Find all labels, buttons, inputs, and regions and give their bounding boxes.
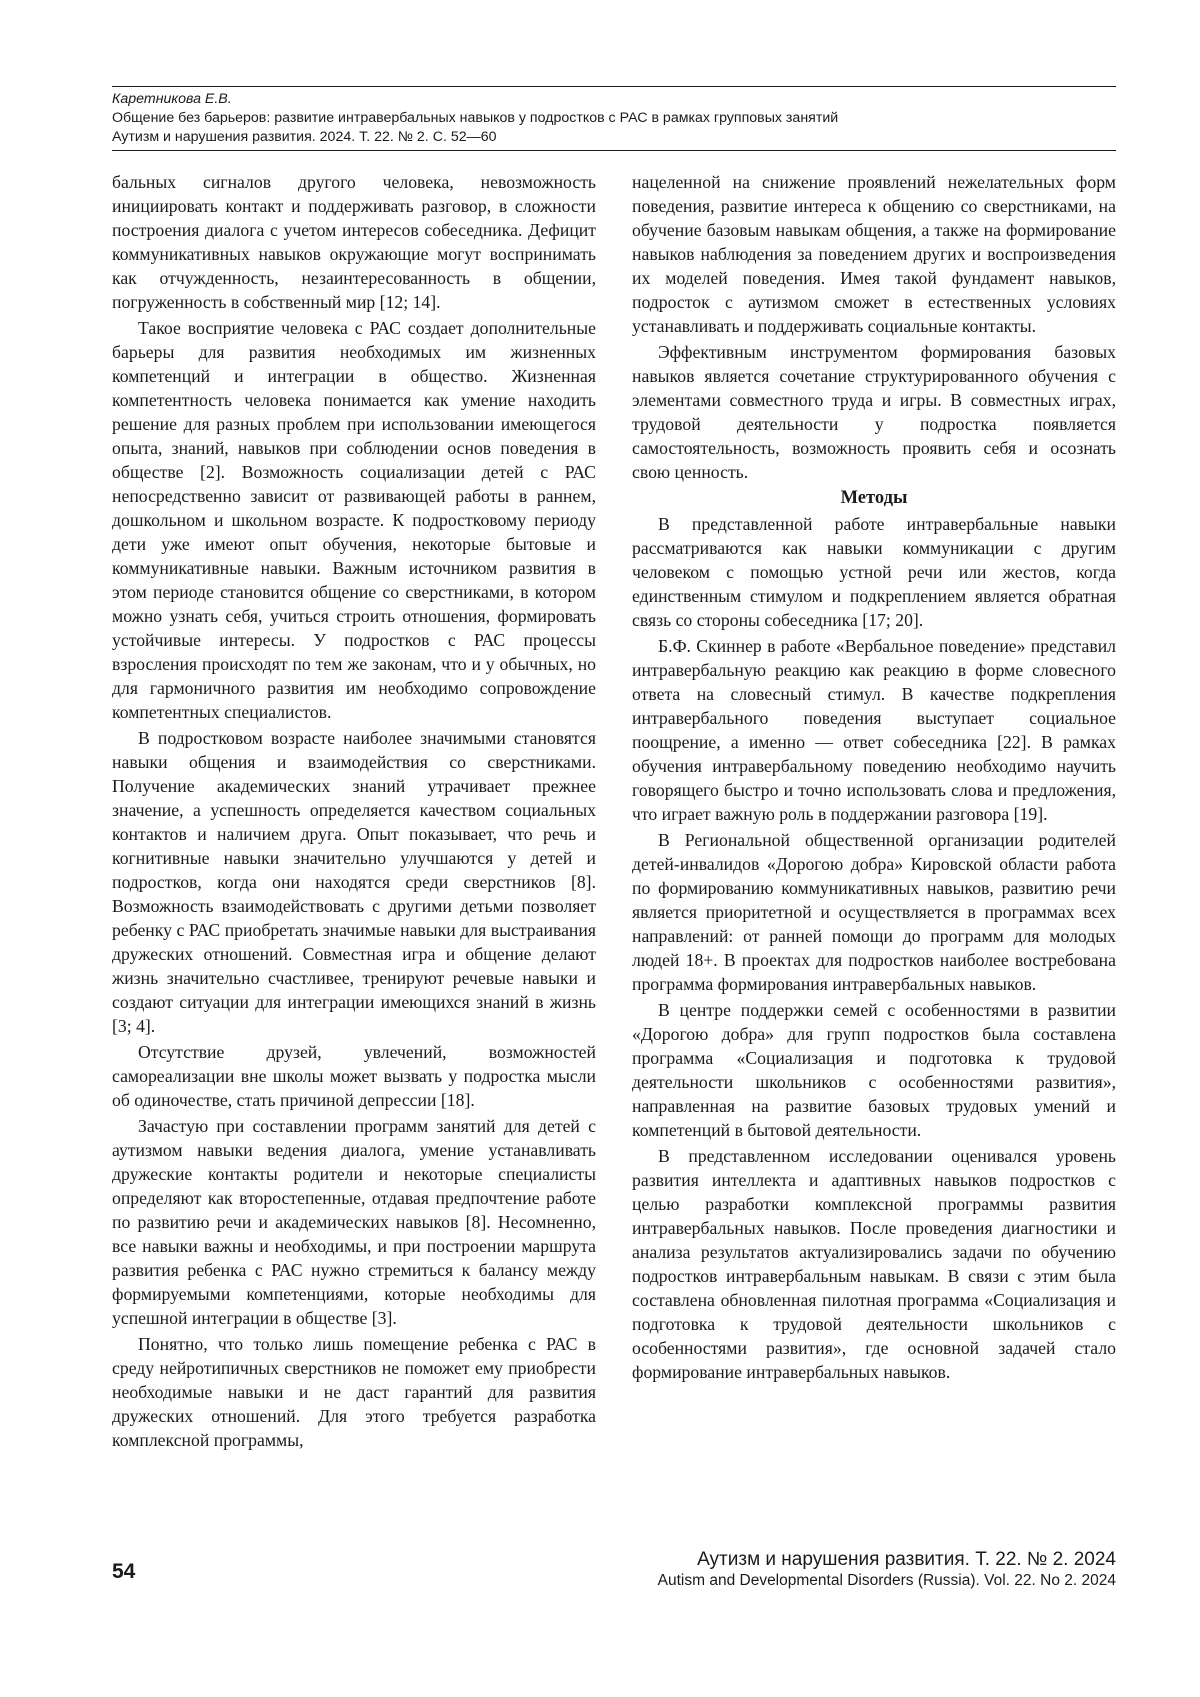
body-paragraph: Такое восприятие человека с РАС создает дополнительные барьеры для развития необходимых им жизненных компетенций и интеграции в общество. Жизненная компетентность человека понимается как умение находить решение для разных проблем при использовании имеющегося опыта, знаний, навыков при соблюдении основ поведения в обществе [2]. Возможность социализации детей с РАС непосредственно зависит от развивающей работы в раннем, дошкольном и школьном возрасте. К подростковому периоду дети уже имеют опыт обучения, некоторые бытовые и коммуникативные навыки. Важным источником развития в этом периоде становится общение со сверстниками, в котором можно узнать себя, учиться строить отношения, формировать устойчивые интересы. У подростков с РАС процессы взросления происходят по тем же законам, что и у обычных, но для гармоничного развития им необходимо сопровождение компетентных специалистов. (112, 318, 596, 722)
running-footer (658, 1548, 1116, 1591)
body-paragraph: Отсутствие друзей, увлечений, возможностей самореализации вне школы может вызвать у подростка мысли об одиночестве, стать причиной депрессии [18]. (112, 1042, 596, 1110)
header-citation: Аутизм и нарушения развития. 2024. Т. 22. № 2. С. 52—60 (112, 129, 497, 145)
body-paragraph: В подростковом возрасте наиболее значимыми становятся навыки общения и взаимодействия со сверстниками. Получение академических знаний утрачивает прежнее значение, а успешность определяется качеством социальных контактов и наличием друга. Опыт показывает, что речь и когнитивные навыки значительно улучшаются у детей и подростков, когда они находятся среди сверстников [8]. Возможность взаимодействовать с другими детьми позволяет ребенку с РАС приобретать значимые навыки для выстраивания дружеских отношений. Совместная игра и общение делают жизнь значительно счастливее, тренируют речевые навыки и создают ситуации для интеграции имеющихся знаний в жизнь [3; 4]. (112, 728, 596, 1036)
footer-journal-ru: Аутизм и нарушения развития. Т. 22. № 2. 2024 (697, 1549, 1116, 1570)
running-header (112, 86, 1116, 151)
body-paragraph: Б.Ф. Скиннер в работе «Вербальное поведение» представил интравербальную реакцию как реакцию в форме словесного ответа на словесный стимул. В качестве подкрепления интравербального поведения выступает социальное поощрение, а именно — ответ собеседника [22]. В рамках обучения интравербальному поведению необходимо научить говорящего быстро и точно использовать слова и предложения, что играет важную роль в поддержании разговора [19]. (632, 636, 1116, 824)
header-bottom-rule (112, 150, 1116, 151)
body-paragraph: бальных сигналов другого человека, невозможность инициировать контакт и поддерживать разговор, в сложности построения диалога с учетом интересов собеседника. Дефицит коммуникативных навыков окружающие могут воспринимать как отчужденность, незаинтересованность в общении, погруженность в собственный мир [12; 14]. (112, 172, 596, 312)
left-column (112, 170, 596, 1452)
footer-journal-en: Autism and Developmental Disorders (Russia). Vol. 22. No 2. 2024 (657, 1572, 1116, 1589)
right-column (632, 170, 1116, 1384)
body-paragraph: В представленном исследовании оценивался уровень развития интеллекта и адаптивных навыков подростков с целью разработки комплексной программы развития интравербальных навыков. После проведения диагностики и анализа результатов актуализировались задачи по обучению подростков интравербальным навыкам. В связи с этим была составлена обновленная пилотная программа «Социализация и подготовка к трудовой деятельности школьников с особенностями развития», где основной задачей стало формирование интравербальных навыков. (632, 1146, 1116, 1382)
header-author: Каретникова Е.В. (112, 91, 232, 107)
header-article-title: Общение без барьеров: развитие интравербальных навыков у подростков с РАС в рамках групповых занятий (112, 110, 839, 126)
body-paragraph: нацеленной на снижение проявлений нежелательных форм поведения, развитие интереса к общению со сверстниками, на обучение базовым навыкам общения, а также на формирование навыков наблюдения за поведением других и воспроизведения их моделей поведения. Имея такой фундамент навыков, подросток с аутизмом сможет в естественных условиях устанавливать и поддерживать социальные контакты. (632, 172, 1116, 336)
page-number: 54 (112, 1560, 136, 1583)
header-top-rule (112, 86, 1116, 87)
body-paragraph: В Региональной общественной организации родителей детей-инвалидов «Дорогою добра» Кировской области работа по формированию коммуникативных навыков, развитию речи является приоритетной и осуществляется в программах всех направлений: от ранней помощи до программ для молодых людей 18+. В проектах для подростков наиболее востребована программа формирования интравербальных навыков. (632, 830, 1116, 994)
section-heading-methods: Методы (840, 488, 908, 508)
body-paragraph: В центре поддержки семей с особенностями в развитии «Дорогою добра» для групп подростков была составлена программа «Социализация и подготовка к трудовой деятельности школьников с особенностями развития», направленная на развитие базовых трудовых умений и компетенций в бытовой деятельности. (632, 1000, 1116, 1140)
body-paragraph: Понятно, что только лишь помещение ребенка с РАС в среду нейротипичных сверстников не поможет ему приобрести необходимые навыки и не даст гарантий для развития дружеских отношений. Для этого требуется разработка комплексной программы, (112, 1334, 596, 1450)
body-paragraph: Зачастую при составлении программ занятий для детей с аутизмом навыки ведения диалога, умение устанавливать дружеские контакты родители и некоторые специалисты определяют как второстепенные, отдавая предпочтение работе по развитию речи и академических навыков [8]. Несомненно, все навыки важны и необходимы, и при построении маршрута развития ребенка с РАС нужно стремиться к балансу между формируемыми компетенциями, которые необходимы для успешной интеграции в обществе [3]. (112, 1116, 596, 1328)
body-paragraph: В представленной работе интравербальные навыки рассматриваются как навыки коммуникации с другим человеком с помощью устной речи или жестов, когда единственным стимулом и подкреплением является обратная связь со стороны собеседника [17; 20]. (632, 514, 1116, 630)
body-paragraph: Эффективным инструментом формирования базовых навыков является сочетание структурированного обучения с элементами совместного труда и игры. В совместных играх, трудовой деятельности у подростка появляется самостоятельность, возможность проявить себя и осознать свою ценность. (632, 342, 1116, 482)
